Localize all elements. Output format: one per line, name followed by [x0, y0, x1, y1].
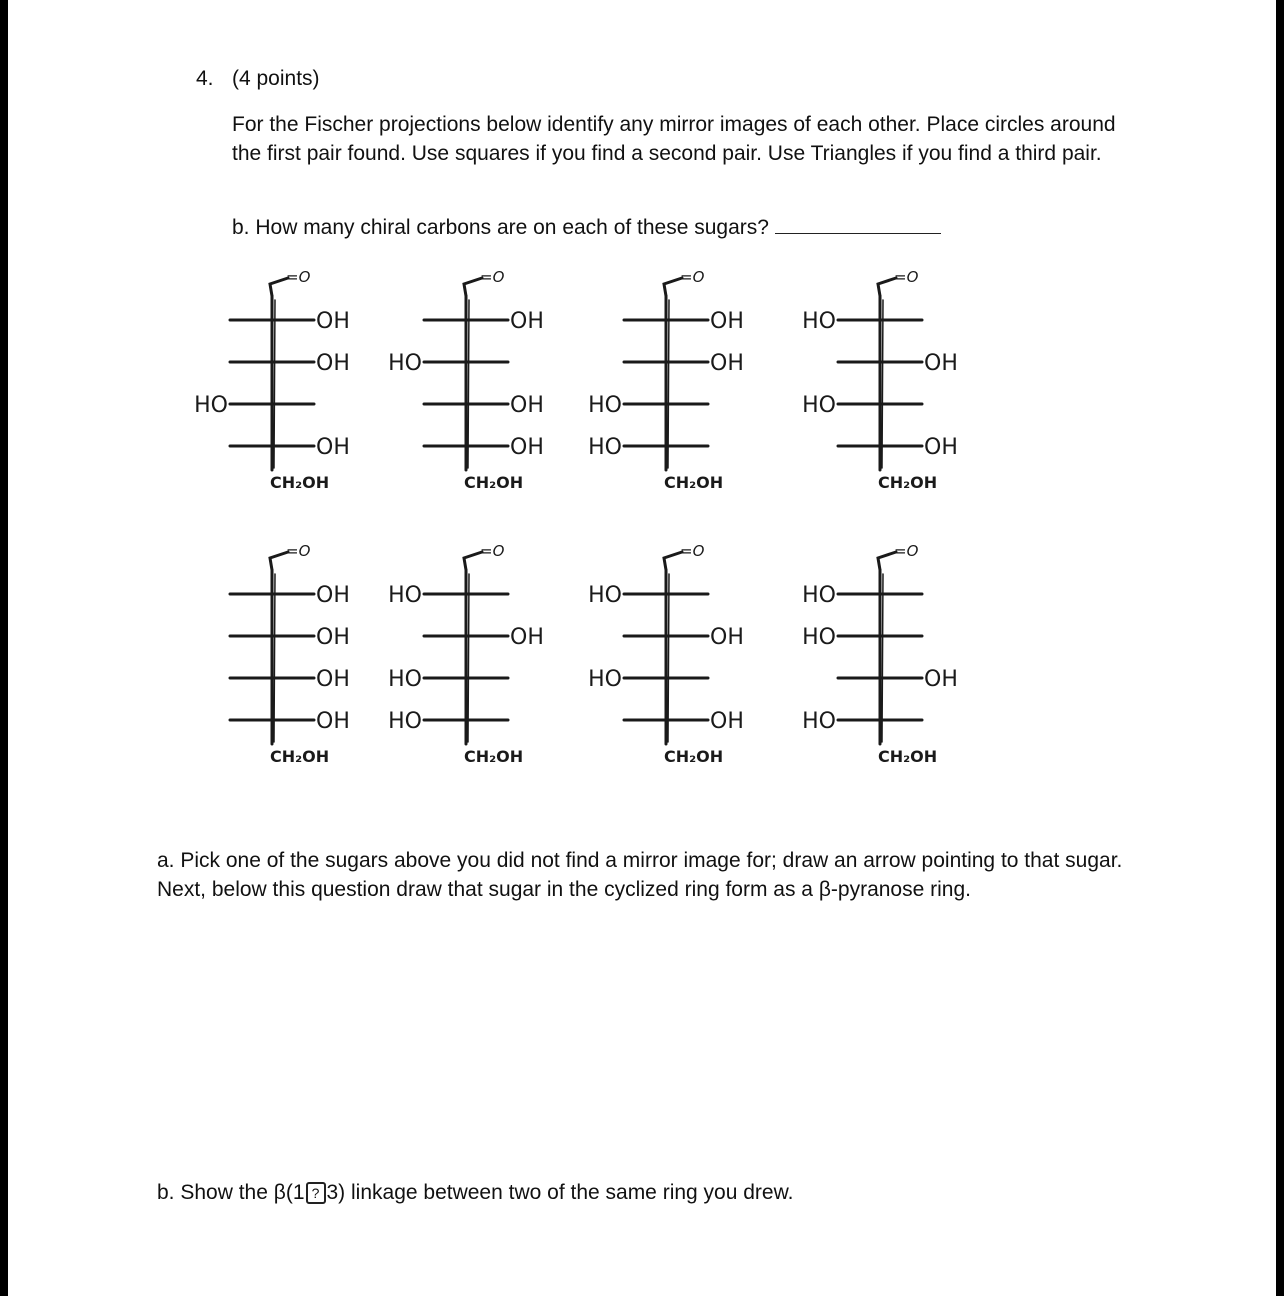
hydroxyl-label: OH: [316, 351, 350, 376]
ch2oh-label: CH₂OH: [270, 747, 330, 766]
hydroxyl-label: OH: [710, 625, 744, 650]
hydroxyl-label: OH: [510, 393, 544, 418]
hydroxyl-label: OH: [316, 309, 350, 334]
backbone-line-shadow: [274, 300, 275, 468]
fischer-sugar-1: [194, 268, 350, 492]
hydroxyl-label: HO: [802, 309, 836, 334]
backbone-line-shadow: [882, 300, 883, 468]
backbone-line-shadow: [468, 300, 469, 468]
hydroxyl-label: OH: [316, 709, 350, 734]
fischer-sugar-4: [802, 268, 958, 492]
fischer-sugar-7: [588, 542, 744, 766]
chiral-carbons-text: b. How many chiral carbons are on each of these sugars?: [232, 216, 769, 239]
hydroxyl-label: HO: [588, 667, 622, 692]
linkage-text-start: b. Show the β(1: [157, 1181, 305, 1204]
hydroxyl-label: OH: [710, 351, 744, 376]
hydroxyl-label: HO: [388, 583, 422, 608]
hydroxyl-label: OH: [510, 435, 544, 460]
ch2oh-label: CH₂OH: [664, 473, 724, 492]
missing-glyph-icon: ?: [306, 1182, 326, 1204]
ch2oh-label: CH₂OH: [664, 747, 724, 766]
backbone-line-shadow: [668, 300, 669, 468]
hydroxyl-label: HO: [388, 709, 422, 734]
hydroxyl-label: HO: [802, 393, 836, 418]
ch2oh-label: CH₂OH: [878, 747, 938, 766]
backbone-line-shadow: [882, 574, 883, 742]
fischer-sugar-5: [230, 542, 350, 766]
ch2oh-label: CH₂OH: [270, 473, 330, 492]
aldehyde-label: =O: [286, 268, 311, 286]
hydroxyl-label: OH: [316, 667, 350, 692]
aldehyde-label: =O: [480, 268, 505, 286]
hydroxyl-label: OH: [316, 435, 350, 460]
fischer-sugar-6: [388, 542, 544, 766]
hydroxyl-label: OH: [316, 583, 350, 608]
question-number: 4.: [196, 67, 214, 90]
ch2oh-label: CH₂OH: [878, 473, 938, 492]
hydroxyl-label: OH: [924, 435, 958, 460]
ch2oh-label: CH₂OH: [464, 747, 524, 766]
hydroxyl-label: OH: [710, 309, 744, 334]
aldehyde-label: =O: [894, 542, 919, 560]
hydroxyl-label: HO: [388, 667, 422, 692]
part-a-question: a. Pick one of the sugars above you did not find a mirror image for; draw an arrow pointing to that sugar. Next, below this question draw that sugar in the cyclized ring form as a β-pyranose ring.: [157, 849, 1123, 901]
hydroxyl-label: HO: [588, 583, 622, 608]
question-points: (4 points): [232, 67, 320, 90]
hydroxyl-label: OH: [510, 309, 544, 334]
linkage-text-end: 3) linkage between two of the same ring you drew.: [326, 1181, 794, 1204]
hydroxyl-label: HO: [802, 709, 836, 734]
hydroxyl-label: OH: [924, 667, 958, 692]
hydroxyl-label: OH: [316, 625, 350, 650]
fischer-sugar-8: [802, 542, 958, 766]
hydroxyl-label: OH: [710, 709, 744, 734]
aldehyde-label: =O: [680, 542, 705, 560]
aldehyde-label: =O: [894, 268, 919, 286]
hydroxyl-label: HO: [194, 393, 228, 418]
fischer-sugar-2: [388, 268, 544, 492]
ch2oh-label: CH₂OH: [464, 473, 524, 492]
hydroxyl-label: HO: [588, 435, 622, 460]
hydroxyl-label: HO: [588, 393, 622, 418]
hydroxyl-label: OH: [510, 625, 544, 650]
backbone-line-shadow: [468, 574, 469, 742]
backbone-line-shadow: [668, 574, 669, 742]
fischer-sugar-3: [588, 268, 744, 492]
linkage-question: [157, 1178, 793, 1207]
hydroxyl-label: OH: [924, 351, 958, 376]
aldehyde-label: =O: [680, 268, 705, 286]
hydroxyl-label: HO: [802, 583, 836, 608]
hydroxyl-label: HO: [802, 625, 836, 650]
aldehyde-label: =O: [286, 542, 311, 560]
hydroxyl-label: HO: [388, 351, 422, 376]
question-instructions: For the Fischer projections below identify any mirror images of each other. Place circles around the first pair found. Use squares if you find a second pair. Use Triangles if you find a third pair.: [232, 113, 1116, 165]
backbone-line-shadow: [274, 574, 275, 742]
aldehyde-label: =O: [480, 542, 505, 560]
